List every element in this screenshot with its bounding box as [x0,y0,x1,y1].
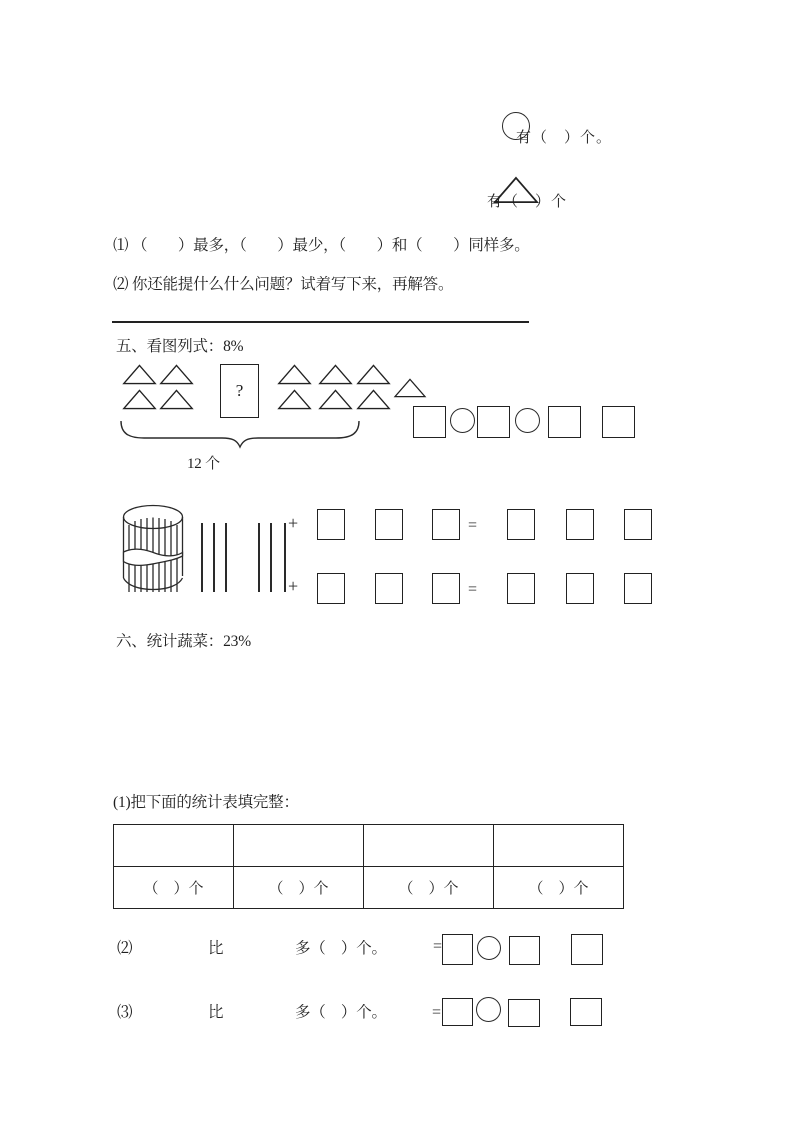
answer-box [624,509,652,540]
equals-sign: = [468,517,478,534]
table-image-cell [234,825,364,867]
stick-icon [284,523,286,592]
answer-box [570,998,602,1026]
table-count-cell: （ ）个 [494,867,624,909]
answer-box [413,406,446,438]
answer-box [477,406,510,438]
operator-circle [450,408,475,433]
answer-box [507,573,535,604]
triangle-icon [159,364,194,385]
stick-icon [258,523,260,592]
q5-heading: 五、看图列式：8% [116,338,244,355]
stick-icon [201,523,203,592]
table-image-cell [494,825,624,867]
q6-item2-compare-label: 比 [208,940,224,957]
triangle-icon [122,364,157,385]
answer-box [508,999,540,1027]
stats-table [113,824,624,909]
q6-item2-number: ⑵ [117,940,133,957]
q6-subtask1-label: (1)把下面的统计表填完整： [113,794,299,811]
table-count-cell: （ ）个 [114,867,234,909]
operator-circle [515,408,540,433]
count-triangle-label: 有（ ）个 [487,194,568,210]
answer-box [375,573,403,604]
answer-box [432,509,460,540]
answer-box [566,509,594,540]
table-count-cell: （ ）个 [234,867,364,909]
answer-box [571,934,603,965]
equals-sign: = [468,581,478,598]
equals-sign: = [433,938,443,955]
answer-box [548,406,581,438]
triangle-icon [356,389,391,410]
q6-item3-compare-label: 比 [208,1004,224,1021]
q6-item3-number: ⑶ [117,1004,133,1021]
q6-heading: 六、统计蔬菜：23% [116,633,251,650]
answer-box [442,934,473,965]
triangle-icon [277,389,312,410]
stick-icon [213,523,215,592]
plus-sign: + [288,576,299,596]
answer-box [624,573,652,604]
brace-total-label: 12 个 [187,456,220,472]
section-divider [112,321,529,323]
stick-bundle-icon [121,504,185,596]
triangle-icon [318,389,353,410]
answer-box [375,509,403,540]
answer-box [566,573,594,604]
answer-box [432,573,460,604]
unknown-box [220,364,259,418]
triangle-icon [277,364,312,385]
answer-box [442,998,473,1026]
answer-box [317,509,345,540]
question-mark: ? [235,381,244,400]
triangle-icon [122,389,157,410]
q4-item-2: ⑵ 你还能提什么什么问题？试着写下来，再解答。 [113,276,454,293]
triangle-icon [159,389,194,410]
count-circle-label: 有（ ）个。 [516,130,613,146]
q6-item2-more-label: 多（ ）个。 [295,940,387,957]
answer-box [507,509,535,540]
q4-item-1: ⑴ （ ）最多，（ ）最少，（ ）和（ ）同样多。 [113,237,530,254]
triangle-icon [356,364,391,385]
operator-circle [476,997,501,1022]
q6-item3-more-label: 多（ ）个。 [295,1004,387,1021]
triangle-icon [393,378,427,398]
table-count-cell: （ ）个 [364,867,494,909]
table-image-cell [114,825,234,867]
operator-circle [477,936,501,960]
answer-box [317,573,345,604]
stick-icon [270,523,272,592]
answer-box [509,936,540,965]
stick-icon [225,523,227,592]
answer-box [602,406,635,438]
triangle-icon [318,364,353,385]
equals-sign: = [432,1004,442,1021]
table-image-cell [364,825,494,867]
underbrace-icon [118,418,362,450]
plus-sign: + [288,513,299,533]
